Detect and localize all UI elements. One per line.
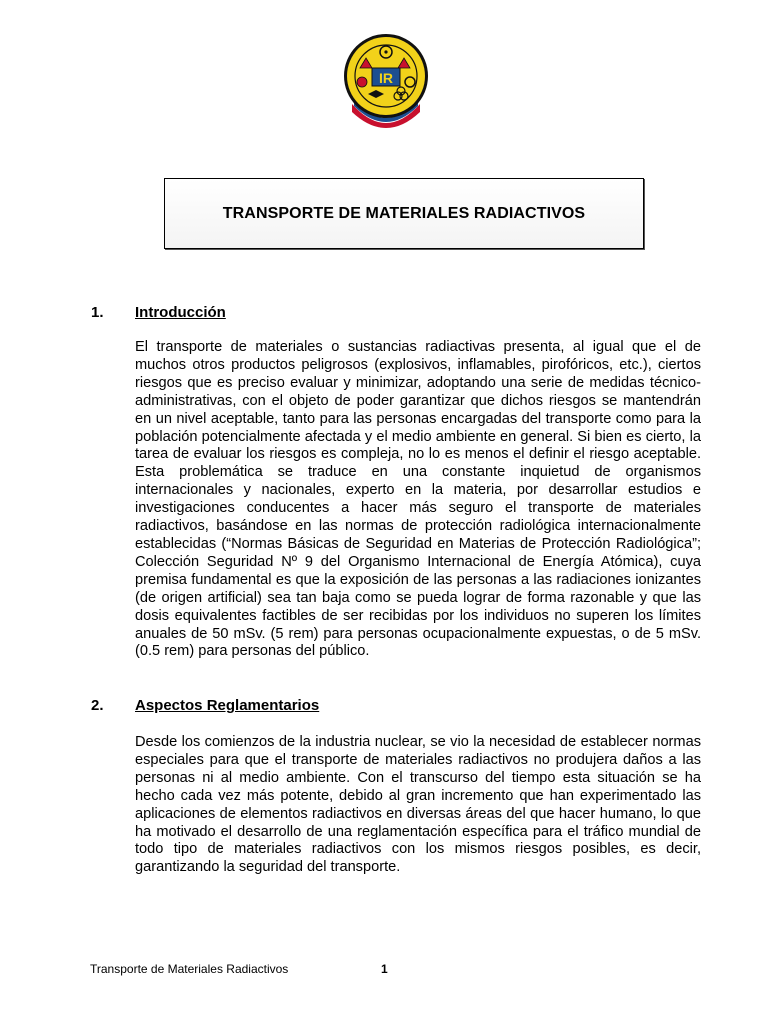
footer-document-name: Transporte de Materiales Radiactivos (90, 962, 289, 976)
section-2-number: 2. (91, 697, 104, 714)
section-1-paragraph: El transporte de materiales o sustancias radiactivas presenta, al igual que el de muchos otros productos peligrosos (explosivos, inflamables, pirofóricos, etc.), ciertos riesgos que es preciso evaluar y minimizar, adoptando una serie de medidas técnico-administrativas, con el objeto de poder garantizar que dichos riesgos se mantendrán en un nivel aceptable, tanto para las personas encargadas del transporte como para la población potencialmente afectada y el medio ambiente en general. Si bien es cierto, la tarea de evaluar los riesgos es compleja, no lo es menos el definir el riesgo aceptable. Esta problemática se traduce en una constante inquietud de organismos internacionales y nacionales, experto en la materia, por desarrollar estudios e investigaciones conducentes a hacer más seguro el transporte de materiales radiactivos, basándose en las normas de protección radiológica internacionalmente establecidas (“Normas Básicas de Seguridad en Materias de Protección Radiológica”; Colección Seguridad Nº 9 del Organismo Internacional de Energía Atómica), cuya premisa fundamental es que la exposición de las personas a las radiaciones ionizantes (de origen artificial) sea tan baja como se pueda lograr de forma razonable y que las dosis equivalentes factibles de ser recibidas por los individuos no superen los límites anuales de 50 mSv. (5 rem) para personas ocupacionalmente expuestas, o de 5 mSv. (0.5 rem) para personas del público. (135, 339, 701, 660)
section-2-paragraph: Desde los comienzos de la industria nuclear, se vio la necesidad de establecer normas especiales para que el transporte de materiales radiactivos no produjera daños a las personas ni al medio ambiente. Con el transcurso del tiempo esta situación se ha hecho cada vez más potente, debido al gran incremento que han experimentado las aplicaciones de elementos radiactivos en diversas áreas del que hacer humano, lo que ha motivado el desarrollo de una reglamentación específica para el tráfico mundial de todo tipo de materiales radiactivos con los mismos riesgos posibles, es decir, garantizando la seguridad del transporte. (135, 734, 701, 876)
document-title: TRANSPORTE DE MATERIALES RADIACTIVOS (222, 204, 586, 222)
section-2-title: Aspectos Reglamentarios (135, 697, 320, 714)
document-title-box (164, 178, 644, 249)
logo-lettering: IR (379, 70, 393, 86)
footer-page-number: 1 (381, 962, 388, 976)
section-1-number: 1. (91, 304, 104, 321)
section-1-title: Introducción (135, 304, 226, 321)
organization-logo (338, 32, 434, 128)
